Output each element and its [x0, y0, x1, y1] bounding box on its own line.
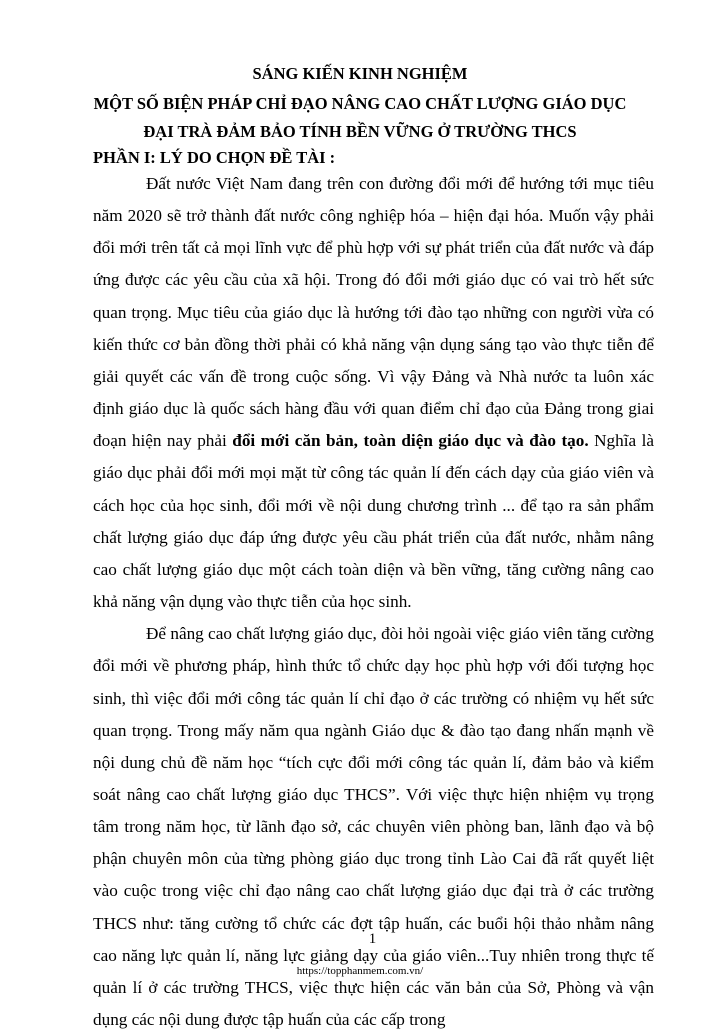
paragraph-1-continuation: Nghĩa là giáo dục phải đổi mới mọi mặt từ công tác quản lí đến cách dạy của giáo viên và cách học của học sinh, đổi mới về nội dung chương trình ... để tạo ra sản phẩm chất lượng giáo dục đáp ứng được yêu cầu phát triển của đất nước, nhằm nâng cao chất lượng giáo dục một cách toàn diện và bền vững, tăng cường nâng cao khả năng vận dụng vào thực tiễn của học sinh.	[93, 431, 654, 612]
document-title-line-1: SÁNG KIẾN KINH NGHIỆM	[252, 64, 468, 83]
paragraph-1-bold-phrase: đổi mới căn bản, toàn diện giáo dục và đào tạo.	[232, 431, 589, 451]
body-text	[93, 168, 654, 1036]
footer-url: https://topphanmem.com.vn/	[296, 965, 424, 977]
section-heading: PHẦN I: LÝ DO CHỌN ĐỀ TÀI :	[93, 148, 336, 167]
document-title-line-3: ĐẠI TRÀ ĐẢM BẢO TÍNH BỀN VỮNG Ở TRƯỜNG THCS	[143, 122, 577, 141]
paragraph-2: Để nâng cao chất lượng giáo dục, đòi hỏi ngoài việc giáo viên tăng cường đổi mới về phương pháp, hình thức tổ chức dạy học phù hợp với đối tượng học sinh, thì việc đổi mới công tác quản lí chỉ đạo ở các trường có nhiệm vụ hết sức quan trọng. Trong mấy năm qua ngành Giáo dục & đào tạo đang nhấn mạnh về nội dung chủ đề năm học “tích cực đổi mới công tác quản lí, đảm bảo và kiểm soát nâng cao chất lượng giáo dục THCS”. Với việc thực hiện nhiệm vụ trọng tâm trong năm học, từ lãnh đạo sở, các chuyên viên phòng ban, lãnh đạo và bộ phận chuyên môn của từng phòng giáo dục trong tỉnh Lào Cai đã rất quyết liệt vào cuộc trong việc chỉ đạo nâng cao chất lượng giáo dục đại trà ở các trường THCS như: tăng cường tổ chức các đợt tập huấn, các buổi hội thảo nhằm nâng cao năng lực quản lí, năng lực giảng dạy của giáo viên...Tuy nhiên trong thực tế quản lí ở các trường THCS, việc thực hiện các văn bản của Sở, Phòng và vận dụng các nội dung được tập huấn của các cấp trong	[93, 624, 654, 1030]
page-number: 1	[368, 931, 377, 947]
paragraph-1-text: Đất nước Việt Nam đang trên con đường đổi mới để hướng tới mục tiêu năm 2020 sẽ trở thành đất nước công nghiệp hóa – hiện đại hóa. Muốn vậy phải đổi mới trên tất cả mọi lĩnh vực để phù hợp với sự phát triển của đất nước và đáp ứng được các yêu cầu của xã hội. Trong đó đổi mới giáo dục có vai trò hết sức quan trọng. Mục tiêu của giáo dục là hướng tới đào tạo những con người vừa có kiến thức cơ bản đồng thời phải có khả năng vận dụng sáng tạo vào thực tiễn để giải quyết các vấn đề trong cuộc sống. Vì vậy Đảng và Nhà nước ta luôn xác định giáo dục là quốc sách hàng đầu với quan điểm chỉ đạo của Đảng trong giai đoạn hiện nay phải	[93, 174, 654, 451]
document-title-line-2: MỘT SỐ BIỆN PHÁP CHỈ ĐẠO NÂNG CAO CHẤT LƯỢNG GIÁO DỤC	[93, 94, 627, 113]
paragraph-1	[93, 168, 654, 618]
